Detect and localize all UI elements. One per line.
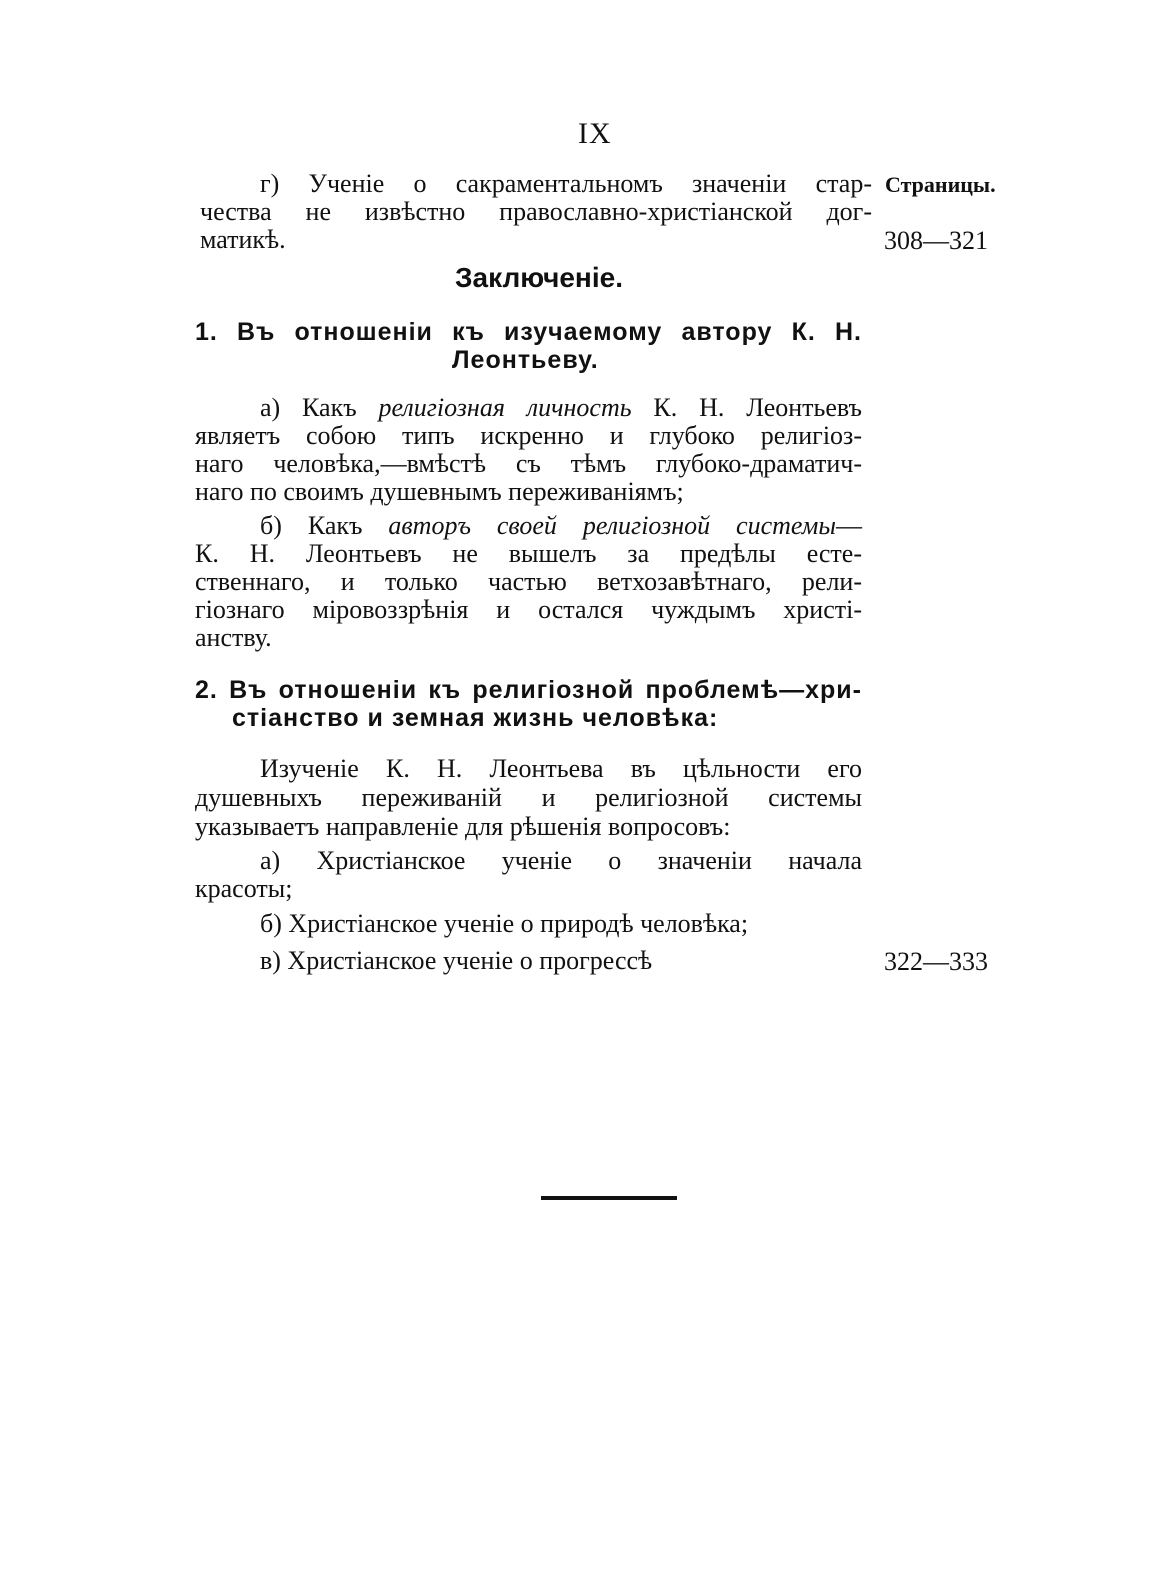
conclusion-title: Заключеніе. — [455, 262, 623, 293]
part2-heading: 2. Въ отношеніи къ религіозной проблемѣ—хри- — [195, 676, 862, 704]
item-rest: К. Н. Леонтьевъ — [631, 393, 862, 422]
page-number: IX — [578, 117, 612, 150]
text-line: наго человѣка,—вмѣстѣ съ тѣмъ глубоко-драматич- — [195, 449, 862, 478]
text-line: красоты; — [195, 874, 293, 903]
pages-column-label: Страницы. — [885, 172, 996, 197]
text-line — [195, 394, 862, 422]
part1-item-b — [195, 512, 862, 652]
page-range-part2: 322—333 — [884, 947, 988, 976]
text-line: являетъ собою типъ искренно и глубоко религіоз- — [195, 421, 862, 450]
item-prefix: а) Какъ — [260, 393, 379, 422]
text-line: Изученіе К. Н. Леонтьева въ цѣльности его — [260, 754, 862, 783]
text-line: а) Христіанское ученіе о значеніи начала — [260, 846, 862, 875]
text-line: гіознаго міровоззрѣнія и остался чуждымъ христі- — [195, 595, 862, 624]
text-line: анству. — [195, 623, 272, 652]
section-g-paragraph — [200, 170, 872, 254]
part1-heading-cont: Леонтьеву. — [452, 346, 599, 374]
text-line: г) Ученіе о сакраментальномъ значеніи стар- — [260, 169, 872, 198]
dash: — — [836, 511, 862, 540]
text-line: указываетъ направленіе для рѣшенія вопросовъ: — [195, 812, 731, 841]
part2-item-a — [195, 847, 862, 903]
part2-heading-cont: стіанство и земная жизнь человѣка: — [232, 704, 719, 732]
text-line: наго по своимъ душевнымъ переживаніямъ; — [195, 477, 684, 506]
text-line: К. Н. Леонтьевъ не вышелъ за предѣлы есте- — [195, 539, 862, 568]
text-line: чества не извѣстно православно-христіанской дог- — [200, 197, 872, 226]
italic-phrase: религіозная личность — [378, 393, 632, 422]
closing-rule — [541, 1196, 677, 1200]
text-line: ственнаго, и только частью ветхозавѣтнаго, рели- — [195, 567, 862, 596]
item-prefix: б) Какъ — [260, 511, 389, 540]
part2-intro — [195, 754, 862, 841]
part2-item-b: б) Христіанское ученіе о природѣ человѣка; — [260, 909, 749, 938]
text-line: душевныхъ переживаній и религіозной системы — [195, 783, 862, 812]
italic-phrase: авторъ своей религіозной системы — [388, 511, 836, 540]
page-range-section-g: 308—321 — [884, 226, 988, 255]
part1-heading: 1. Въ отношеніи къ изучаемому автору К. Н. — [195, 318, 862, 346]
text-line — [195, 512, 862, 540]
text-line: матикѣ. — [200, 225, 286, 254]
part2-item-c: в) Христіанское ученіе о прогрессѣ — [260, 946, 653, 975]
part1-item-a — [195, 394, 862, 506]
